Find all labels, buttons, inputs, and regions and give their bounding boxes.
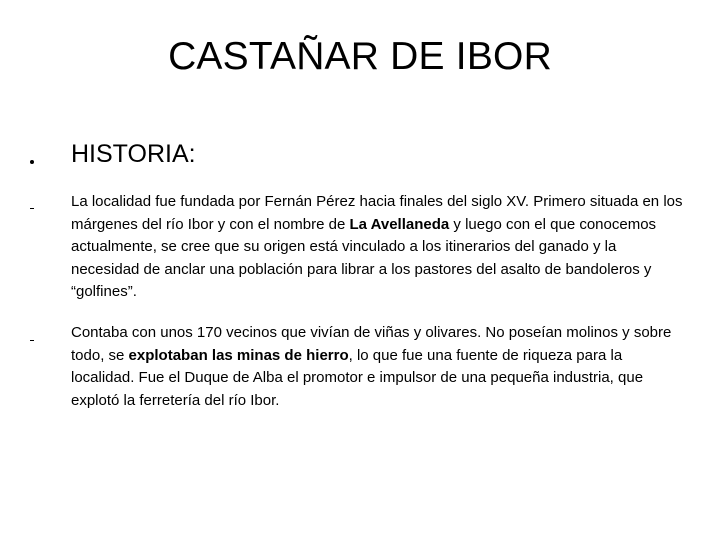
section-heading: HISTORIA: — [71, 140, 196, 168]
paragraph-history-origin — [71, 191, 683, 304]
bullet-icon — [28, 151, 36, 169]
paragraph-text: Contaba con unos 170 vecinos que vivían de viñas y olivares. No poseían molinos y sobre todo, se — [71, 324, 672, 364]
slide-title: CASTAÑAR DE IBOR — [168, 35, 552, 78]
paragraph-history-economy — [71, 322, 683, 412]
paragraph-text: y luego con el que conocemos actualmente, se cree que su origen está vinculado a los itinerarios del ganado y la necesidad de anclar una población para librar a los pastores del asalto de bandoleros y “golfines”. — [71, 215, 657, 301]
bold-text: explotaban las minas de hierro — [128, 346, 349, 364]
paragraph-text: La localidad fue fundada por Fernán Pérez hacia finales del siglo XV. Primero situada en los márgenes del río Ibor y con el nombre de — [71, 193, 683, 233]
dash-bullet-icon — [28, 328, 36, 346]
bold-text: La Avellaneda — [349, 215, 450, 233]
paragraph-text: , lo que fue una fuente de riqueza para la localidad. Fue el Duque de Alba el promotor e impulsor de una pequeña industria, que explotó la ferretería del río Ibor. — [71, 346, 644, 409]
dash-bullet-icon — [28, 196, 36, 214]
